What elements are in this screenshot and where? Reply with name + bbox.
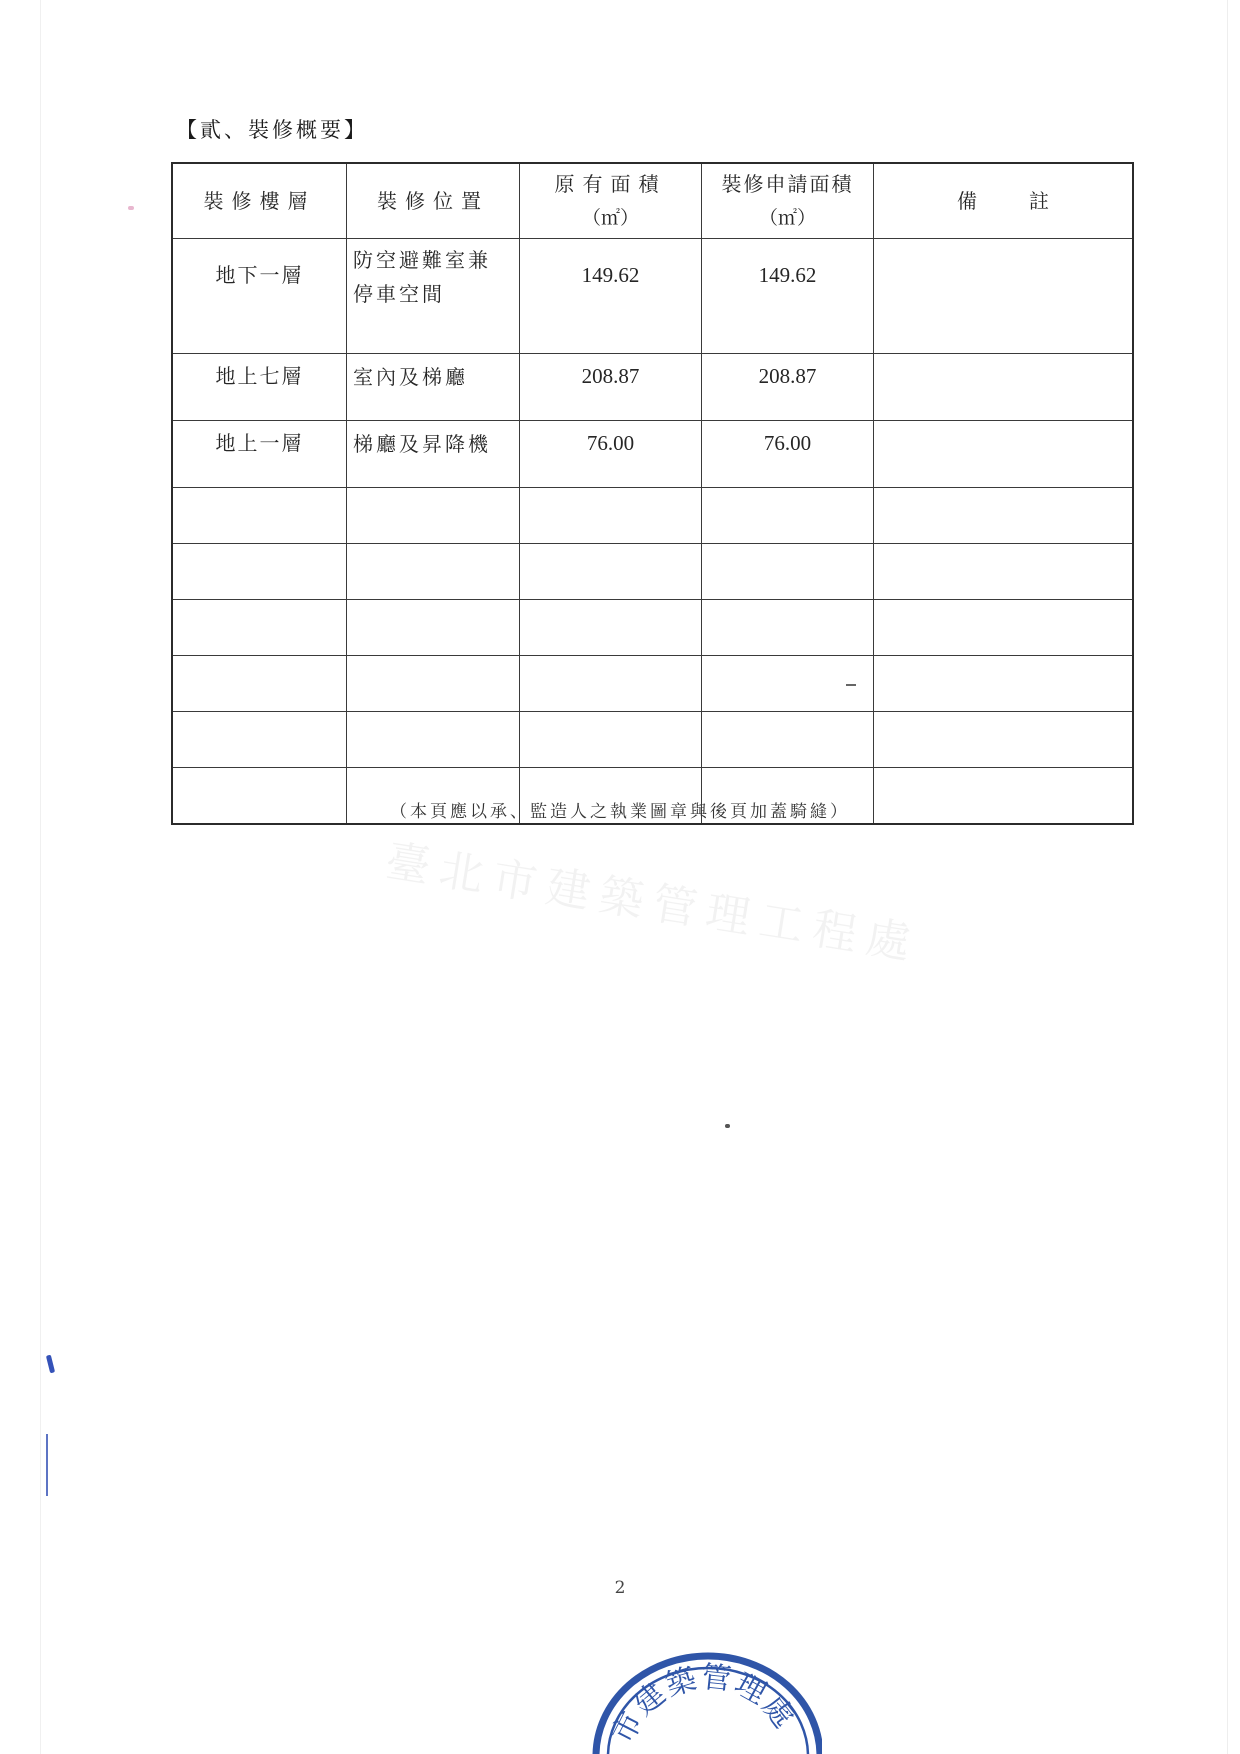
cell-remark bbox=[874, 354, 1134, 421]
cell-floor: 地上一層 bbox=[172, 421, 347, 488]
table-row bbox=[172, 421, 1133, 488]
header-applied-area-unit: （㎡） bbox=[758, 207, 816, 229]
empty-table-row bbox=[172, 544, 1133, 600]
cell-original-area: 76.00 bbox=[520, 421, 702, 488]
cell-location: 梯廳及昇降機 bbox=[347, 421, 520, 488]
section-title: 【貳、裝修概要】 bbox=[176, 118, 368, 142]
header-applied-area bbox=[702, 163, 874, 239]
empty-table-row bbox=[172, 712, 1133, 768]
seal-graphic bbox=[590, 1638, 822, 1754]
scan-mark bbox=[846, 684, 856, 686]
cell-applied-area: 76.00 bbox=[702, 421, 874, 488]
renovation-summary-table bbox=[171, 162, 1134, 825]
header-original-area-label: 原有面積 bbox=[554, 172, 667, 196]
cell-location: 室內及梯廳 bbox=[347, 354, 520, 421]
scan-mark bbox=[128, 206, 134, 210]
cell-remark bbox=[874, 421, 1134, 488]
cell-applied-area: 208.87 bbox=[702, 354, 874, 421]
page-number: 2 bbox=[614, 1578, 626, 1598]
header-remark-b: 註 bbox=[1029, 189, 1049, 213]
empty-table-row bbox=[172, 656, 1133, 712]
table-row bbox=[172, 354, 1133, 421]
table-row bbox=[172, 239, 1133, 354]
header-applied-area-label: 裝修申請面積 bbox=[721, 172, 854, 196]
cell-original-area: 208.87 bbox=[520, 354, 702, 421]
cell-location: 防空避難室兼停車空間 bbox=[347, 239, 520, 354]
cell-original-area: 149.62 bbox=[520, 239, 702, 354]
watermark: 臺北市建築管理工程處 bbox=[382, 835, 924, 971]
cell-floor: 地上七層 bbox=[172, 354, 347, 421]
official-seal bbox=[590, 1638, 822, 1754]
footnote: （本頁應以承、監造人之執業圖章與後頁加蓋騎縫） bbox=[390, 802, 850, 822]
header-location: 裝修位置 bbox=[347, 163, 520, 239]
header-remark bbox=[874, 163, 1134, 239]
header-original-area-unit: （㎡） bbox=[581, 207, 639, 229]
table-header-row bbox=[172, 163, 1133, 239]
header-remark-a: 備 bbox=[957, 189, 977, 213]
empty-table-row bbox=[172, 488, 1133, 544]
header-floor: 裝修樓層 bbox=[172, 163, 347, 239]
scan-mark bbox=[46, 1434, 48, 1496]
scan-mark bbox=[725, 1124, 730, 1128]
header-original-area bbox=[520, 163, 702, 239]
empty-table-row bbox=[172, 600, 1133, 656]
cell-remark bbox=[874, 239, 1134, 354]
cell-applied-area: 149.62 bbox=[702, 239, 874, 354]
seal-text: 市建築管理處 bbox=[605, 1659, 803, 1750]
cell-floor: 地下一層 bbox=[172, 239, 347, 354]
